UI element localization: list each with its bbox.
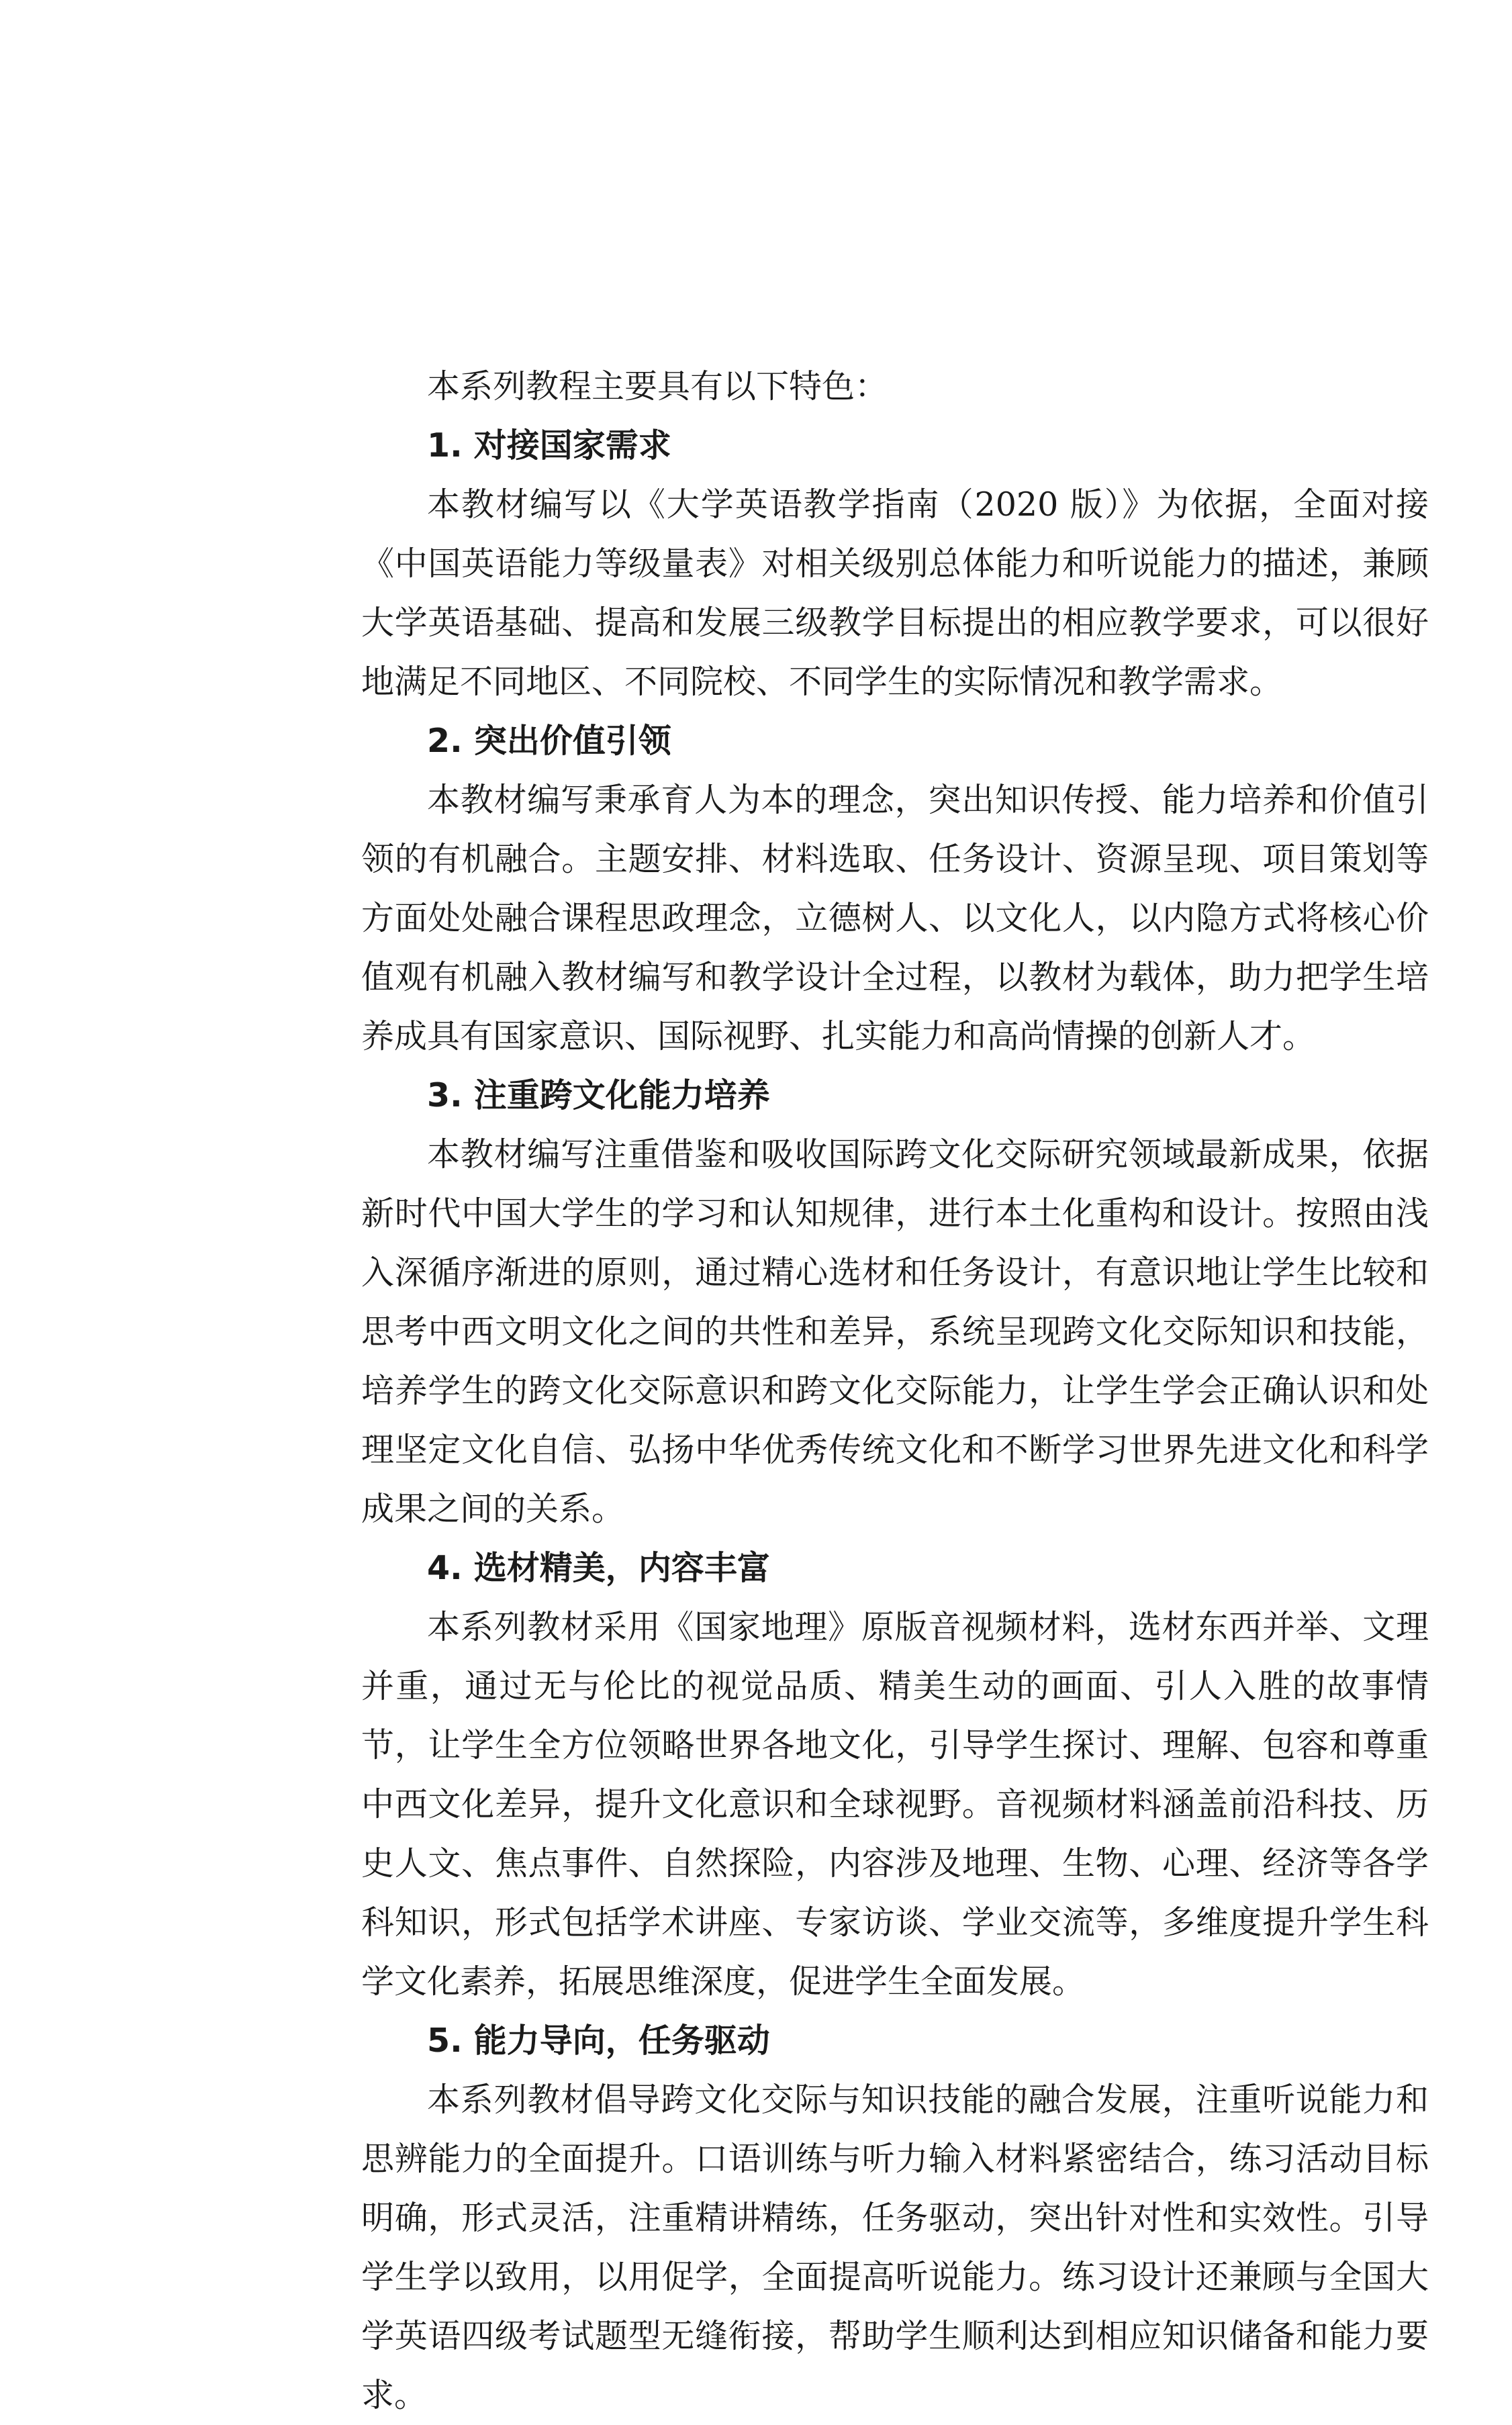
section-body-1: 本教材编写以《大学英语教学指南（2020 版）》为依据，全面对接《中国英语能力等级量表》对相关级别总体能力和听说能力的描述，兼顾大学英语基础、提高和发展三级教学目标提出的相应教学要求，可以很好地满足不同地区、不同院校、不同学生的实际情况和教学需求。 [361, 485, 1429, 701]
section-body-4: 本系列教材采用《国家地理》原版音视频材料，选材东西并举、文理并重，通过无与伦比的视觉品质、精美生动的画面、引人入胜的故事情节，让学生全方位领略世界各地文化，引导学生探讨、理解、包容和尊重中西文化差异，提升文化意识和全球视野。音视频材料涵盖前沿科技、历史人文、焦点事件、自然探险，内容涉及地理、生物、心理、经济等各学科知识，形式包括学术讲座、专家访谈、学业交流等，多维度提升学生科学文化素养，拓展思维深度，促进学生全面发展。 [361, 1608, 1429, 2001]
section-heading-3: 3. 注重跨文化能力培养 [427, 1076, 770, 1114]
intro-paragraph: 本系列教程主要具有以下特色： [427, 367, 888, 406]
section-heading-4: 4. 选材精美，内容丰富 [427, 1549, 770, 1587]
document-body [361, 357, 1429, 2425]
section-heading-2: 2. 突出价值引领 [427, 722, 671, 760]
section-heading-1: 1. 对接国家需求 [427, 426, 671, 465]
section-body-3: 本教材编写注重借鉴和吸收国际跨文化交际研究领域最新成果，依据新时代中国大学生的学习和认知规律，进行本土化重构和设计。按照由浅入深循序渐进的原则，通过精心选材和任务设计，有意识地让学生比较和思考中西文明文化之间的共性和差异，系统呈现跨文化交际知识和技能，培养学生的跨文化交际意识和跨文化交际能力，让学生学会正确认识和处理坚定文化自信、弘扬中华优秀传统文化和不断学习世界先进文化和科学成果之间的关系。 [361, 1135, 1429, 1528]
section-body-2: 本教材编写秉承育人为本的理念，突出知识传授、能力培养和价值引领的有机融合。主题安排、材料选取、任务设计、资源呈现、项目策划等方面处处融合课程思政理念，立德树人、以文化人，以内隐方式将核心价值观有机融入教材编写和教学设计全过程，以教材为载体，助力把学生培养成具有国家意识、国际视野、扎实能力和高尚情操的创新人才。 [361, 781, 1429, 1055]
section-heading-5: 5. 能力导向，任务驱动 [427, 2022, 770, 2060]
section-body-5: 本系列教材倡导跨文化交际与知识技能的融合发展，注重听说能力和思辨能力的全面提升。口语训练与听力输入材料紧密结合，练习活动目标明确，形式灵活，注重精讲精练，任务驱动，突出针对性和实效性。引导学生学以致用，以用促学，全面提高听说能力。练习设计还兼顾与全国大学英语四级考试题型无缝衔接，帮助学生顺利达到相应知识储备和能力要求。 [361, 2081, 1429, 2414]
